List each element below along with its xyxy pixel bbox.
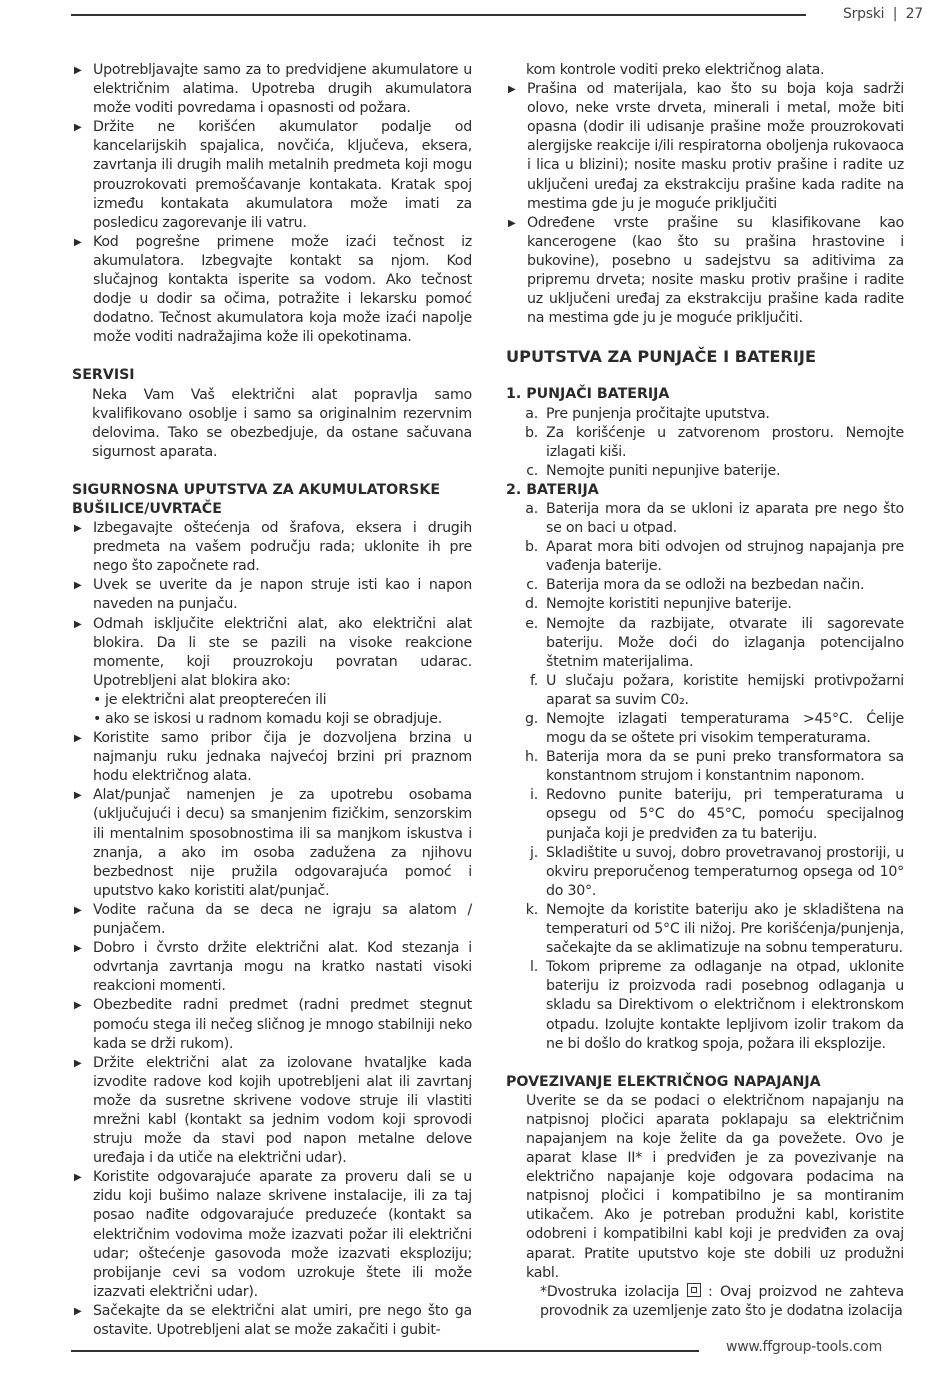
section1-list: [506, 405, 904, 481]
bullet-triangle-icon: ▶: [74, 1000, 82, 1012]
item-text: Za korišćenje u zatvorenom prostoru. Nemojte izlagati kiši.: [546, 424, 904, 460]
safety-heading: SIGURNOSNA UPUTSTVA ZA AKUMULATORSKE BUŠILICE/UVRTAČE: [72, 481, 441, 517]
list-item: ▶ Uvek se uverite da je napon struje isti kao i napon naveden na punjaču.: [74, 577, 472, 613]
bullet-triangle-icon: ▶: [74, 943, 82, 955]
footer-url: www.ffgroup-tools.com: [726, 1339, 882, 1355]
lettered-item: [506, 538, 904, 576]
bullet-triangle-icon: ▶: [74, 122, 82, 134]
list-item: ▶ Alat/punjač namenjen je za upotrebu osobama (uključujući i decu) sa smanjenim fizičkim, senzorskim ili mentalnim sposobnostima ili sa manjkom iskustva i znanja, a ako im osoba zadužena za njihovu bezbednost nije pružila odgovarajuća pomoć i uputstvo kako koristiti alat/punjač.: [74, 787, 472, 899]
list-item: ▶ Izbegavajte oštećenja od šrafova, eksera i drugih predmeta na vašem području rada; uklonite ih pre nego što započnete rad.: [74, 520, 472, 575]
item-letter: a.: [525, 500, 538, 517]
item-text: Redovno punite bateriju, pri temperaturama u opsegu od 5°C do 45°C, pomoću specijalnog punjača koji je predviđen za tu bateriju.: [546, 787, 904, 842]
lettered-item: [506, 576, 904, 595]
lettered-item: [506, 710, 904, 748]
header-rule: [71, 14, 806, 16]
power-heading: POVEZIVANJE ELEKTRIČNOG NAPAJANJA: [506, 1073, 821, 1090]
bullet-triangle-icon: ▶: [74, 618, 82, 630]
list-item: ▶ Obezbedite radni predmet (radni predmet stegnut pomoću stega ili nečeg sličnog je mnogo stabilniji neko kada se drži rukom).: [74, 997, 472, 1052]
double-insulation-label: *Dvostruka izolacija: [540, 1283, 680, 1300]
lettered-item: [506, 901, 904, 958]
item-text: Skladištite u suvoj, dobro provetravanoj prostoriji, u okviru preporučenog temperaturnog opsega od 10° do 30°.: [546, 844, 904, 899]
item-letter: l.: [530, 959, 538, 976]
item-letter: a.: [525, 405, 538, 422]
item-text: Pre punjenja pročitajte uputstva.: [546, 405, 770, 422]
item-letter: h.: [524, 749, 538, 766]
lettered-item: [506, 844, 904, 901]
lettered-item: [506, 615, 904, 672]
item-text: Nemojte puniti nepunjive baterije.: [546, 462, 781, 479]
double-insulation-icon: [687, 1283, 701, 1297]
left-column: [72, 61, 472, 1340]
power-paragraph: Uverite se da se podaci o električnom napajanju na natpisnoj pločici aparata poklapaju sa električnim napajanjem na koje želite da ga povežete. Ovo je aparat klase II* i predviđen je za povezivanje na električno napajanje koje odgovara podacima na natpisnoj pločici i kompatibilno je sa montiranim utikačem. Ako je potreban produžni kabl, koristite odobreni i kompatibilni kabl koji je predviđen za ovaj aparat. Pratite uputstvo koje ste dobili uz produžni kabl.: [526, 1092, 904, 1281]
lettered-item: [506, 500, 904, 538]
lettered-item: [506, 786, 904, 843]
item-text: U slučaju požara, koristite hemijski protivpožarni aparat sa suvim C0₂.: [546, 672, 904, 708]
continuation-text: kom kontrole voditi preko električnog alata.: [526, 62, 825, 78]
bullet-triangle-icon: ▶: [74, 1057, 82, 1069]
list-item: ▶ Vodite računa da se deca ne igraju sa alatom / punjačem.: [74, 901, 472, 938]
item-letter: i.: [530, 787, 538, 804]
list-item: ▶ Koristite samo pribor čija je dozvoljena brzina u najmanju ruku jednaka najvećoj brzini pri praznom hodu električnog alata.: [74, 730, 472, 785]
servisi-paragraph: Neka Vam Vaš električni alat popravlja samo kvalifikovano osoblje i samo sa originalnim rezervnim delovima. Tako se obezbedjuje, da ostane sačuvana sigurnost aparata.: [92, 386, 472, 460]
list-item: ▶ Upotrebljavajte samo za to predvidjene akumulatore u električnim alatima. Upotreba drugih akumulatora može voditi povredama i opasnosti od požara.: [74, 62, 472, 117]
section2-heading: 2. BATERIJA: [506, 481, 599, 498]
item-text: Nemojte da razbijate, otvarate ili sagorevate bateriju. Može doći do izlaganja potencijalno štetnim materijalima.: [546, 615, 904, 670]
servisi-heading: SERVISI: [72, 367, 135, 384]
item-text: Nemojte da koristite bateriju ako je skladištena na temperaturi od 5°C ili nižoj. Pre korišćenja/punjenja, sačekajte da se aklimatizuje na sobnu temperaturu.: [546, 901, 904, 957]
item-letter: k.: [525, 901, 538, 918]
bullet-triangle-icon: ▶: [508, 217, 516, 229]
bullet-dot-icon: •: [93, 711, 102, 727]
item-letter: f.: [530, 672, 538, 689]
bullet-triangle-icon: ▶: [74, 1305, 82, 1317]
item-letter: g.: [524, 711, 538, 727]
item-text: Baterija mora da se odloži na bezbedan način.: [546, 577, 865, 594]
item-letter: b.: [524, 539, 538, 556]
item-letter: c.: [526, 577, 538, 594]
lettered-item: [506, 462, 904, 481]
bullet-triangle-icon: ▶: [74, 904, 82, 916]
sub-list-item: • je električni alat preopterećen ili: [72, 691, 472, 710]
lettered-item: [506, 405, 904, 424]
list-item: ▶ Prašina od materijala, kao što su boja koja sadrži olovo, neke vrste drveta, minerali i metal, može biti opasna (dodir ili udisanje prašine može prouzrokovati alergijske reakcije i/ili respiratorna oboljenja rukovaoca i lica u blizini); nosite masku protiv prašine i radite uz uključeni uređaj za ekstrakciju prašine kada radite na mestima gde ju je moguće priključiti: [508, 81, 904, 212]
list-item: ▶ Odmah isključite električni alat, ako električni alat blokira. Da li ste se pazili na visoke reakcione momente, koji prouzrokoju povratan udarac. Upotrebljeni alat blokira ako:: [74, 615, 472, 689]
page-header: [843, 5, 923, 24]
bullet-triangle-icon: ▶: [74, 790, 82, 802]
bullet-dot-icon: •: [93, 691, 102, 708]
list-item: ▶ Držite električni alat za izolovane hvataljke kada izvodite radove kod kojih upotrebljeni alat ili zavrtanj može da susretne skrivene vodove struje ili vlastiti mrežni kabl (kontakt sa jednim vodom koji sprovodi struju može da stavi pod napon metalne delove uređaja i da utiče na električni udar).: [74, 1054, 472, 1167]
bullet-triangle-icon: ▶: [74, 1172, 82, 1184]
lettered-item: [506, 748, 904, 786]
lettered-item: [506, 424, 904, 462]
footer-rule: [71, 1350, 699, 1352]
list-item: ▶ Držite ne korišćen akumulator podalje od kancelarijskih spajalica, novčića, ključeva, eksera, zavrtanja ili drugih malih metalnih predmeta koji mogu prouzrokovati premošćavanje kontakata. Kratak spoj između kontakata akumulatora može imati za posledicu zagorevanje ili vatru.: [74, 119, 472, 231]
bullet-triangle-icon: ▶: [74, 523, 82, 535]
item-letter: e.: [525, 615, 538, 632]
double-insulation-note: [506, 1283, 904, 1321]
right-column: [506, 61, 904, 1321]
list-item: ▶ Kod pogrešne primene može izaći tečnost iz akumulatora. Izbegvajte kontakt sa njom. Kod slučajnog kontakta isperite sa vodom. Ako tečnost dodje u dodir sa očima, potražite i lekarsku pomoć dodatno. Tečnost akumulatora koja može izaći napolje može voditi nadražajima kože ili opekotinama.: [74, 233, 472, 346]
bullet-triangle-icon: ▶: [508, 84, 516, 96]
lettered-item: [506, 672, 904, 710]
list-item: ▶ Određene vrste prašine su klasifikovane kao kancerogene (kao što su prašina hrastovine i bukovine), posebno u sadejstvu sa aditivima za pripremu drveta; nosite masku protiv prašine i radite uz uključeni uređaj za ekstrakciju prašine kada radite na mestima gde ju je moguće priključiti.: [508, 214, 904, 327]
lettered-item: [506, 958, 904, 1053]
item-letter: d.: [524, 596, 538, 613]
header-language: Srpski: [843, 6, 885, 22]
double-insulation-text: : Ovaj proizvod ne zahteva provodnik za uzemljenje zato što je dodatna izolacija: [540, 1283, 904, 1319]
item-letter: j.: [530, 844, 538, 861]
sub-list-item: • ako se iskosi u radnom komadu koji se obradjuje.: [72, 710, 472, 729]
bullet-triangle-icon: ▶: [74, 733, 82, 745]
item-text: Baterija mora da se puni preko transformatora sa konstantnom strujom i konstantnim naponom.: [546, 749, 904, 785]
list-item: ▶ Sačekajte da se električni alat umiri, pre nego što ga ostavite. Upotrebljeni alat se može zakačiti i gubit-: [74, 1302, 472, 1338]
lettered-item: [506, 595, 904, 614]
main-section-heading: UPUTSTVA ZA PUNJAČE I BATERIJE: [506, 347, 817, 367]
item-letter: c.: [526, 462, 538, 479]
section1-heading: 1. PUNJAČI BATERIJA: [506, 386, 670, 403]
item-text: Nemojte izlagati temperaturama >45°C. Ćelije mogu da se oštete pri visokim temperaturama.: [546, 711, 904, 747]
list-item: ▶ Dobro i čvrsto držite električni alat. Kod stezanja i odvrtanja zavrtanja mogu na kratko nastati visoki reakcioni momenti.: [74, 940, 472, 995]
section2-list: [506, 500, 904, 1054]
bullet-triangle-icon: ▶: [74, 580, 82, 592]
item-text: Aparat mora biti odvojen od strujnog napajanja pre vađenja baterije.: [546, 539, 904, 575]
header-separator: |: [892, 6, 898, 22]
item-text: Nemojte koristiti nepunjive baterije.: [546, 596, 792, 613]
page-number: 27: [905, 6, 923, 22]
item-text: Tokom pripreme za odlaganje na otpad, uklonite bateriju iz proizvoda radi posebnog odlaganja u skladu sa Direktivom o električnom i elektronskom otpadu. Izolujte kontakte lepljivom izolir trakom da ne bi došlo do kratkog spoja, požara ili eksplozije.: [546, 959, 904, 1052]
item-text: Baterija mora da se ukloni iz aparata pre nego što se on baci u otpad.: [546, 500, 904, 537]
bullet-triangle-icon: ▶: [74, 236, 82, 248]
list-item: ▶ Koristite odgovarajuće aparate za proveru dali se u zidu koji bušimo nalaze skrivene instalacije, ili za taj posao nađite odgovarajuće preduzeće (kontakt sa električnim vodovima može izazvati požar ili električni udar; oštećenje gasovoda može izazvati eksploziju; probijanje cevi sa vodom uzrokuje štete ili može izazvati električni udar).: [74, 1169, 472, 1300]
item-letter: b.: [524, 424, 538, 441]
bullet-triangle-icon: ▶: [74, 65, 82, 76]
